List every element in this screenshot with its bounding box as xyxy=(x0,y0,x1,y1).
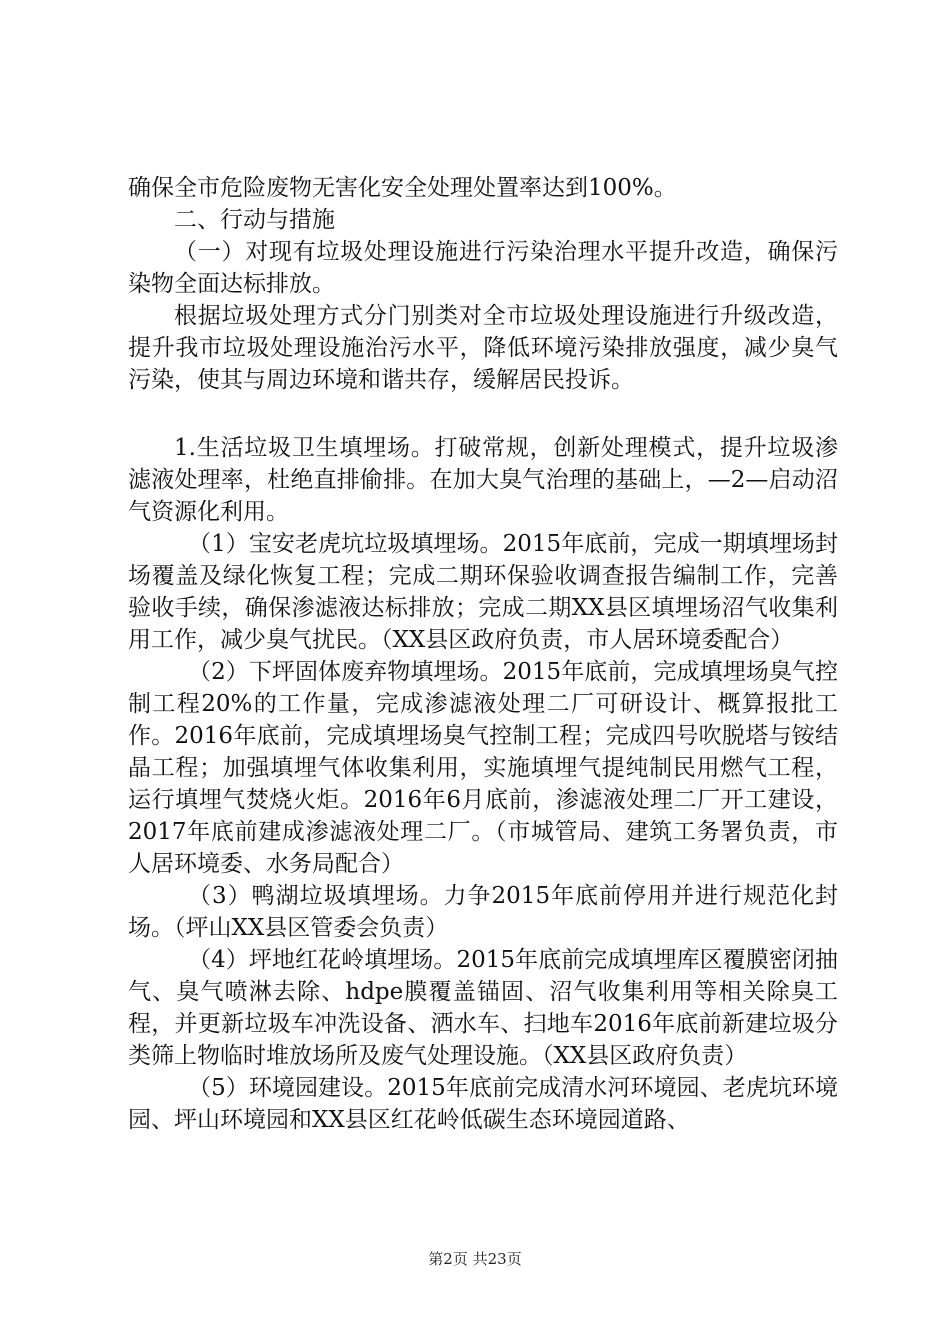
page-footer: 第2页 共23页 xyxy=(428,1250,522,1268)
document-body xyxy=(128,172,838,1136)
paragraph-item-4: （4）坪地红花岭填埋场。2015年底前完成填埋库区覆膜密闭抽气、臭气喷淋去除、hdpe膜覆盖锚固、沼气收集利用等相关除臭工程，并更新垃圾车冲洗设备、洒水车、扫地车2016年底前新建垃圾分类筛上物临时堆放场所及废气处理设施。（XX县区政府负责） xyxy=(128,947,838,1069)
paragraph-item-5: （5）环境园建设。2015年底前完成清水河环境园、老虎坑环境园、坪山环境园和XX县区红花岭低碳生态环境园道路、 xyxy=(128,1075,838,1133)
paragraph-item-2: （2）下坪固体废弃物填埋场。2015年底前，完成填埋场臭气控制工程20%的工作量，完成渗滤液处理二厂可研设计、概算报批工作。2016年底前，完成填埋场臭气控制工程；完成四号吹脱塔与铵结晶工程；加强填埋气体收集利用，实施填埋气提纯制民用燃气工程，运行填埋气焚烧火炬。2016年6月底前，渗滤液处理二厂开工建设，2017年底前建成渗滤液处理二厂。（市城管局、建筑工务署负责，市人居环境委、水务局配合） xyxy=(128,659,838,877)
subsection-heading-1: （一）对现有垃圾处理设施进行污染治理水平提升改造，确保污染物全面达标排放。 xyxy=(128,239,838,297)
paragraph-upgrade-overview: 根据垃圾处理方式分门别类对全市垃圾处理设施进行升级改造，提升我市垃圾处理设施治污水平，降低环境污染排放强度，减少臭气污染，使其与周边环境和谐共存，缓解居民投诉。 xyxy=(128,303,838,393)
paragraph-target-statement: 确保全市危险废物无害化安全处理处置率达到100%。 xyxy=(128,175,677,201)
paragraph-item-1: （1）宝安老虎坑垃圾填埋场。2015年底前，完成一期填埋场封场覆盖及绿化恢复工程；完成二期环保验收调查报告编制工作，完善验收手续，确保渗滤液达标排放；完成二期XX县区填埋场沼气收集利用工作，减少臭气扰民。（XX县区政府负责，市人居环境委配合） xyxy=(128,531,838,653)
paragraph-landfill-intro: 1.生活垃圾卫生填埋场。打破常规，创新处理模式，提升垃圾渗滤液处理率，杜绝直排偷排。在加大臭气治理的基础上，—2—启动沼气资源化利用。 xyxy=(128,435,838,525)
section-heading-actions: 二、行动与措施 xyxy=(174,207,335,233)
paragraph-item-3: （3）鸭湖垃圾填埋场。力争2015年底前停用并进行规范化封场。（坪山XX县区管委会负责） xyxy=(128,883,838,941)
